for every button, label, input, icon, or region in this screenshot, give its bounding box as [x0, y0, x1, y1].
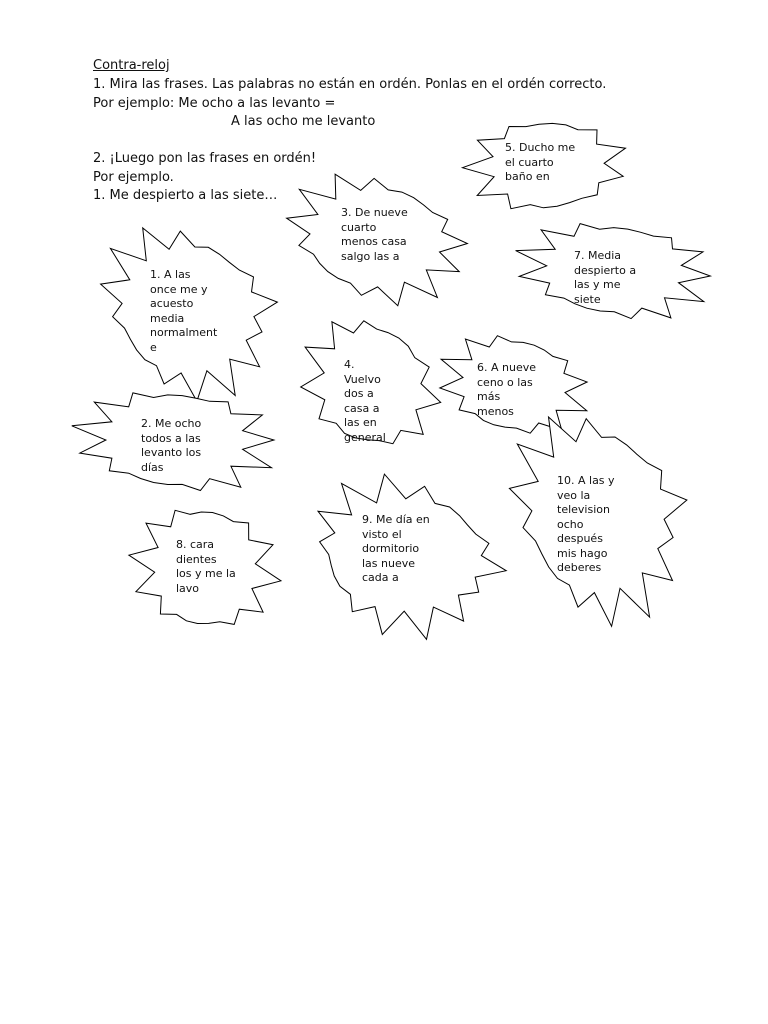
example-1-label: Por ejemplo: Me ocho a las levanto = — [93, 96, 336, 111]
star-line: ceno o las — [477, 375, 533, 389]
star-line: Vuelvo — [344, 372, 381, 386]
star-line: general — [344, 430, 386, 444]
star-line: el cuarto — [505, 155, 554, 169]
star-text-4 — [344, 358, 386, 445]
star-text-1 — [150, 268, 217, 355]
star-line: mis hago — [557, 546, 608, 560]
star-line: television — [557, 503, 610, 516]
star-line: acuesto — [150, 297, 194, 310]
star-line: 1. A las — [150, 268, 191, 281]
star-line: los y me la — [176, 567, 236, 580]
star-line: media — [150, 311, 185, 325]
instruction-1: 1. Mira las frases. Las palabras no están en ordén. Ponlas en el ordén correcto. — [93, 77, 607, 92]
example-2-label: Por ejemplo. — [93, 170, 174, 185]
star-line: 7. Media — [574, 249, 622, 262]
star-line: 3. De nueve — [341, 206, 408, 219]
star-line: normalment — [150, 326, 218, 339]
star-line: cuarto — [341, 220, 377, 234]
star-text-5 — [505, 141, 575, 185]
star-line: despierto a — [574, 263, 637, 277]
star-line: dos a — [344, 387, 374, 400]
star-line: 2. Me ocho — [141, 417, 202, 430]
star-text-7 — [574, 249, 636, 307]
star-line: todos a las — [141, 431, 201, 445]
star-line: 5. Ducho me — [505, 141, 576, 154]
star-line: cada a — [362, 571, 399, 584]
star-line: levanto los — [141, 446, 202, 459]
star-line: 4. — [344, 358, 355, 371]
star-line: después — [557, 532, 603, 545]
star-text-10 — [557, 474, 615, 576]
star-line: 9. Me día en — [362, 513, 430, 526]
star-line: baño en — [505, 170, 550, 183]
star-line: 8. cara — [176, 538, 215, 551]
star-text-8 — [176, 538, 236, 596]
star-line: las en — [344, 416, 377, 429]
star-line: 10. A las y — [557, 474, 615, 487]
star-line: dormitorio — [362, 542, 420, 555]
star-text-6 — [477, 361, 536, 419]
star-line: e — [150, 340, 157, 354]
star-line: dientes — [176, 552, 217, 566]
example-2-answer: 1. Me despierto a las siete… — [93, 188, 278, 203]
star-line: las nueve — [362, 556, 416, 570]
star-line: 6. A nueve — [477, 361, 537, 374]
worksheet-title: Contra-reloj — [93, 58, 170, 73]
star-line: días — [141, 460, 164, 474]
star-line: casa a — [344, 401, 380, 415]
star-line: salgo las a — [341, 249, 400, 263]
star-line: visto el — [362, 527, 402, 541]
star-line: lavo — [176, 581, 200, 595]
star-line: las y me — [574, 278, 621, 291]
star-line: más — [477, 390, 501, 403]
star-line: once me y — [150, 282, 208, 296]
star-line: deberes — [557, 561, 602, 574]
example-1-answer: A las ocho me levanto — [231, 114, 376, 129]
star-line: siete — [574, 292, 601, 306]
star-line: menos — [477, 404, 514, 418]
star-line: menos casa — [341, 235, 407, 248]
star-text-2 — [141, 417, 201, 475]
star-text-3 — [341, 206, 408, 264]
star-line: veo la — [557, 488, 591, 502]
star-text-9 — [362, 513, 430, 586]
instruction-2: 2. ¡Luego pon las frases en ordén! — [93, 151, 317, 166]
star-line: ocho — [557, 517, 584, 531]
